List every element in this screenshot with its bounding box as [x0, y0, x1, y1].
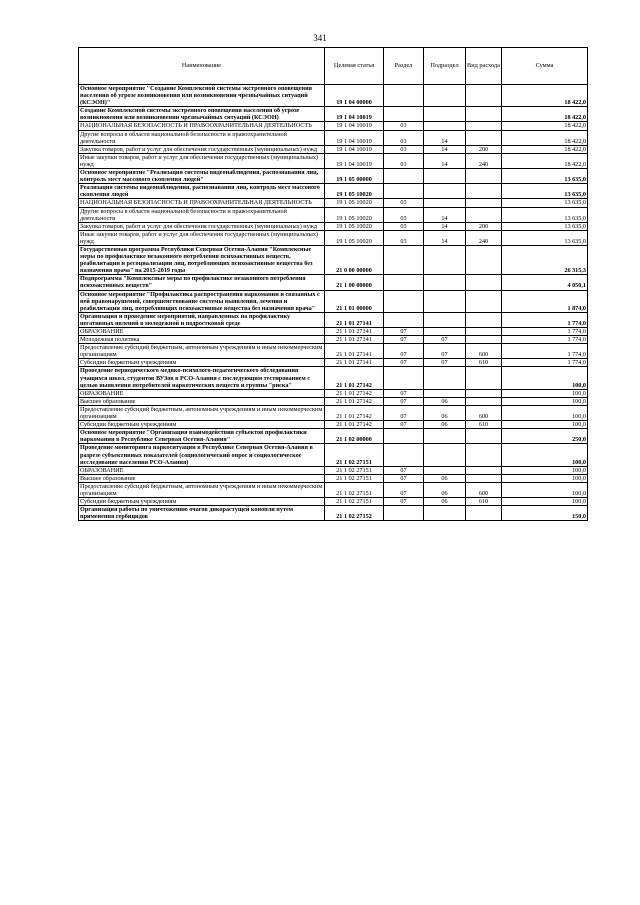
row-section: 07	[384, 474, 424, 482]
table-row	[79, 230, 588, 245]
table-row	[79, 344, 588, 359]
row-target-code: 19 1 05 10020	[325, 230, 384, 245]
table-row	[79, 85, 588, 107]
row-name: Субсидии бюджетным учреждениям	[79, 498, 325, 506]
row-subsection: 14	[424, 222, 466, 230]
row-target-code: 21 1 02 27151	[325, 498, 384, 506]
row-sum: 18 422,0	[502, 153, 588, 168]
row-expense-kind	[466, 328, 502, 336]
row-subsection: 07	[424, 359, 466, 367]
row-name: Предоставление субсидий бюджетным, автономным учреждениям и иным некоммерческим организациям	[79, 405, 325, 420]
row-section: 07	[384, 482, 424, 497]
row-sum: 100,0	[502, 421, 588, 429]
table-row	[79, 359, 588, 367]
header-kind: Вид расхода	[466, 48, 502, 85]
row-name: НАЦИОНАЛЬНАЯ БЕЗОПАСНОСТЬ И ПРАВООХРАНИТЕЛЬНАЯ ДЕЯТЕЛЬНОСТЬ	[79, 122, 325, 130]
row-sum: 150,0	[502, 506, 588, 521]
row-expense-kind	[466, 506, 502, 521]
row-name: Закупка товаров, работ и услуг для обеспечения государственных (муниципальных) нужд	[79, 222, 325, 230]
row-name: Закупка товаров, работ и услуг для обеспечения государственных (муниципальных) нужд	[79, 145, 325, 153]
budget-table	[78, 47, 588, 521]
row-section: 03	[384, 153, 424, 168]
row-target-code: 21 1 02 27151	[325, 474, 384, 482]
row-name: Подпрограмма "Комплексные меры по профилактике незаконного потребления психоактивных веществ"	[79, 275, 325, 290]
row-target-code: 21 1 01 27142	[325, 405, 384, 420]
row-name: Субсидии бюджетным учреждениям	[79, 359, 325, 367]
table-row	[79, 290, 588, 312]
row-target-code: 21 0 00 00000	[325, 245, 384, 274]
row-expense-kind	[466, 169, 502, 184]
row-expense-kind	[466, 466, 502, 474]
row-sum: 13 635,0	[502, 222, 588, 230]
row-subsection	[424, 290, 466, 312]
row-section: 07	[384, 405, 424, 420]
table-row	[79, 482, 588, 497]
row-target-code: 19 1 05 00000	[325, 169, 384, 184]
row-sum: 1 774,0	[502, 312, 588, 327]
row-subsection	[424, 275, 466, 290]
row-sum: 1 774,0	[502, 336, 588, 344]
row-subsection: 07	[424, 336, 466, 344]
table-header-row	[79, 48, 588, 85]
row-name: ОБРАЗОВАНИЕ	[79, 389, 325, 397]
row-name: ОБРАЗОВАНИЕ	[79, 466, 325, 474]
row-target-code: 21 1 02 27151	[325, 482, 384, 497]
row-subsection	[424, 184, 466, 199]
row-subsection: 06	[424, 405, 466, 420]
table-row	[79, 207, 588, 222]
row-name: Организация и проведение мероприятий, направленных на профилактику негативных явлений в молодежной и подростковой среде	[79, 312, 325, 327]
row-target-code: 21 1 01 27141	[325, 344, 384, 359]
row-section: 07	[384, 344, 424, 359]
row-subsection	[424, 328, 466, 336]
table-row	[79, 444, 588, 466]
table-row	[79, 222, 588, 230]
row-name: Молодежная политика	[79, 336, 325, 344]
header-section: Раздел	[384, 48, 424, 85]
row-sum: 100,0	[502, 389, 588, 397]
row-sum: 100,0	[502, 498, 588, 506]
row-expense-kind: 610	[466, 421, 502, 429]
table-row	[79, 405, 588, 420]
row-subsection	[424, 199, 466, 207]
row-sum: 13 635,0	[502, 230, 588, 245]
row-target-code: 21 1 02 27152	[325, 506, 384, 521]
row-expense-kind	[466, 474, 502, 482]
row-subsection: 14	[424, 207, 466, 222]
row-name: НАЦИОНАЛЬНАЯ БЕЗОПАСНОСТЬ И ПРАВООХРАНИТЕЛЬНАЯ ДЕЯТЕЛЬНОСТЬ	[79, 199, 325, 207]
row-name: Другие вопросы в области национальной безопасности и правоохранительной деятельности	[79, 130, 325, 145]
row-sum: 13 635,0	[502, 184, 588, 199]
row-expense-kind: 600	[466, 482, 502, 497]
row-subsection	[424, 367, 466, 389]
row-section: 07	[384, 498, 424, 506]
row-subsection	[424, 85, 466, 107]
row-name: Субсидии бюджетным учреждениям	[79, 421, 325, 429]
row-section: 03	[384, 130, 424, 145]
row-section: 07	[384, 421, 424, 429]
row-target-code: 21 1 01 27142	[325, 421, 384, 429]
row-sum: 100,0	[502, 482, 588, 497]
row-name: Создание Комплексной системы экстренного оповещения населения об угрозе возникновения или возникновении чрезвычайных ситуаций (КСЭОН)	[79, 107, 325, 122]
row-subsection	[424, 169, 466, 184]
row-target-code: 21 1 02 00000	[325, 429, 384, 444]
table-row	[79, 145, 588, 153]
row-sum: 1 774,0	[502, 359, 588, 367]
row-subsection	[424, 429, 466, 444]
row-sum: 4 050,1	[502, 275, 588, 290]
row-expense-kind	[466, 130, 502, 145]
row-name: ОБРАЗОВАНИЕ	[79, 328, 325, 336]
row-target-code: 19 1 05 10020	[325, 222, 384, 230]
row-target-code: 21 1 01 27142	[325, 389, 384, 397]
table-row	[79, 506, 588, 521]
row-target-code: 19 1 04 10019	[325, 107, 384, 122]
header-subsection: Подраздел	[424, 48, 466, 85]
row-name: Высшее образование	[79, 474, 325, 482]
row-sum: 1 774,0	[502, 344, 588, 359]
row-target-code: 21 1 01 27141	[325, 359, 384, 367]
table-row	[79, 122, 588, 130]
row-section	[384, 444, 424, 466]
row-target-code: 21 1 01 00000	[325, 290, 384, 312]
row-sum: 18 422,0	[502, 145, 588, 153]
row-section: 07	[384, 389, 424, 397]
row-target-code: 21 1 00 00000	[325, 275, 384, 290]
row-expense-kind	[466, 245, 502, 274]
row-name: Основное мероприятие "Создание Комплексной системы экстренного оповещения населения об угрозе возникновения или возникновении чрезвычайных ситуаций (КСЭОН)"	[79, 85, 325, 107]
table-row	[79, 184, 588, 199]
row-expense-kind	[466, 290, 502, 312]
row-section: 03	[384, 222, 424, 230]
row-expense-kind	[466, 429, 502, 444]
row-name: Государственная программа Республики Северная Осетия-Алания "Комплексные меры по профилактике незаконного потребления психоактивных веществ, реабилитации и ресоциализации лиц, потребляющих психоактивные вещества без назначения врача" на 2015-2019 годы	[79, 245, 325, 274]
row-subsection: 14	[424, 153, 466, 168]
row-name: Основное мероприятие "Реализация системы видеонаблюдения, распознавания лиц, контроль мест массового скопления людей"	[79, 169, 325, 184]
row-expense-kind	[466, 367, 502, 389]
row-name: Другие вопросы в области национальной безопасности и правоохранительной деятельности	[79, 207, 325, 222]
table-row	[79, 474, 588, 482]
page-number: 341	[313, 33, 327, 43]
row-name: Иные закупки товаров, работ и услуг для обеспечения государственных (муниципальных) нужд	[79, 153, 325, 168]
row-subsection	[424, 122, 466, 130]
table-row	[79, 130, 588, 145]
row-section	[384, 506, 424, 521]
table-row	[79, 367, 588, 389]
row-name: Проведение мониторинга наркоситуации в Республике Северная Осетия-Алания в разрезе субъективных показателей (социологический опрос и социологическое исследование населения РСО-Алания)	[79, 444, 325, 466]
table-row	[79, 429, 588, 444]
table-row	[79, 421, 588, 429]
row-sum: 100,0	[502, 367, 588, 389]
row-target-code: 21 1 01 27142	[325, 367, 384, 389]
row-subsection	[424, 312, 466, 327]
row-subsection: 14	[424, 230, 466, 245]
row-sum: 250,0	[502, 429, 588, 444]
row-name: Основное мероприятие "Организация взаимодействия субъектов профилактики наркомании в Республике Северная Осетия-Алания"	[79, 429, 325, 444]
row-section: 07	[384, 466, 424, 474]
table-row	[79, 328, 588, 336]
row-section	[384, 85, 424, 107]
row-target-code: 19 1 04 10019	[325, 130, 384, 145]
row-subsection: 14	[424, 145, 466, 153]
row-expense-kind	[466, 312, 502, 327]
row-subsection	[424, 245, 466, 274]
header-name: Наименование	[79, 48, 325, 85]
row-section	[384, 429, 424, 444]
row-expense-kind: 610	[466, 498, 502, 506]
table-row	[79, 107, 588, 122]
row-target-code: 21 1 01 27142	[325, 397, 384, 405]
row-sum: 1 774,0	[502, 328, 588, 336]
table-row	[79, 389, 588, 397]
row-sum: 18 422,0	[502, 130, 588, 145]
row-expense-kind: 610	[466, 359, 502, 367]
row-sum: 13 635,0	[502, 207, 588, 222]
row-target-code: 19 1 05 10020	[325, 199, 384, 207]
row-target-code: 19 1 04 00000	[325, 85, 384, 107]
row-target-code: 21 1 01 27141	[325, 328, 384, 336]
row-expense-kind: 600	[466, 344, 502, 359]
row-expense-kind: 240	[466, 153, 502, 168]
row-name: Высшее образование	[79, 397, 325, 405]
row-sum: 18 422,0	[502, 85, 588, 107]
table-row	[79, 336, 588, 344]
row-subsection	[424, 506, 466, 521]
row-sum: 100,0	[502, 444, 588, 466]
row-target-code: 21 1 01 27141	[325, 336, 384, 344]
row-section	[384, 367, 424, 389]
row-expense-kind	[466, 444, 502, 466]
row-sum: 18 422,0	[502, 107, 588, 122]
row-subsection: 06	[424, 482, 466, 497]
table-row	[79, 199, 588, 207]
row-name: Проведение периодического медико-психолого-педагогического обследования учащихся школ, студентов ВУЗов в РСО-Алания с последующим тестированием с целью выявления потребителей наркотических веществ и группы "риска"	[79, 367, 325, 389]
row-subsection: 06	[424, 474, 466, 482]
table-row	[79, 312, 588, 327]
row-target-code: 19 1 04 10019	[325, 122, 384, 130]
row-target-code: 19 1 05 10020	[325, 184, 384, 199]
row-expense-kind	[466, 107, 502, 122]
row-subsection	[424, 389, 466, 397]
row-subsection: 06	[424, 397, 466, 405]
row-expense-kind: 200	[466, 222, 502, 230]
table-row	[79, 275, 588, 290]
row-target-code: 21 1 02 27151	[325, 466, 384, 474]
table-row	[79, 169, 588, 184]
row-expense-kind: 240	[466, 230, 502, 245]
row-name: Предоставление субсидий бюджетным, автономным учреждениям и иным некоммерческим организациям	[79, 482, 325, 497]
row-expense-kind	[466, 122, 502, 130]
row-section: 07	[384, 359, 424, 367]
row-name: Иные закупки товаров, работ и услуг для обеспечения государственных (муниципальных) нужд	[79, 230, 325, 245]
header-target: Целевая статья	[325, 48, 384, 85]
row-subsection	[424, 466, 466, 474]
row-section	[384, 275, 424, 290]
row-sum: 18 422,0	[502, 122, 588, 130]
row-sum: 100,0	[502, 405, 588, 420]
row-subsection: 06	[424, 498, 466, 506]
table-row	[79, 498, 588, 506]
row-section	[384, 290, 424, 312]
row-sum: 100,0	[502, 474, 588, 482]
row-expense-kind	[466, 397, 502, 405]
row-subsection	[424, 107, 466, 122]
row-section	[384, 312, 424, 327]
row-name: Предоставление субсидий бюджетным, автономным учреждениям и иным некоммерческим организациям	[79, 344, 325, 359]
row-sum: 26 315,3	[502, 245, 588, 274]
row-section: 07	[384, 397, 424, 405]
table-row	[79, 153, 588, 168]
row-name: Основное мероприятие "Профилактика распространения наркомании и связанных с ней правонарушений, совершенствование системы выявления, лечения и реабилитации лиц, потребляющих психоактивные вещества без назначения врача"	[79, 290, 325, 312]
table-row	[79, 466, 588, 474]
row-target-code: 19 1 05 10020	[325, 207, 384, 222]
row-expense-kind	[466, 389, 502, 397]
row-expense-kind	[466, 184, 502, 199]
row-expense-kind: 200	[466, 145, 502, 153]
row-section: 03	[384, 230, 424, 245]
row-target-code: 19 1 04 10019	[325, 145, 384, 153]
row-expense-kind	[466, 275, 502, 290]
row-sum: 100,0	[502, 397, 588, 405]
row-expense-kind	[466, 207, 502, 222]
row-section	[384, 245, 424, 274]
header-sum: Сумма	[502, 48, 588, 85]
row-sum: 13 635,0	[502, 199, 588, 207]
row-subsection: 14	[424, 130, 466, 145]
row-section	[384, 107, 424, 122]
row-target-code: 21 1 02 27151	[325, 444, 384, 466]
row-section: 03	[384, 122, 424, 130]
row-target-code: 21 1 01 27141	[325, 312, 384, 327]
row-expense-kind: 600	[466, 405, 502, 420]
table-row	[79, 397, 588, 405]
row-expense-kind	[466, 199, 502, 207]
row-expense-kind	[466, 85, 502, 107]
table-row	[79, 245, 588, 274]
row-section: 03	[384, 207, 424, 222]
row-expense-kind	[466, 336, 502, 344]
row-subsection: 06	[424, 421, 466, 429]
row-section: 07	[384, 336, 424, 344]
row-sum: 13 635,0	[502, 169, 588, 184]
row-target-code: 19 1 04 10019	[325, 153, 384, 168]
row-section: 03	[384, 199, 424, 207]
row-subsection	[424, 444, 466, 466]
row-sum: 1 874,0	[502, 290, 588, 312]
row-section	[384, 169, 424, 184]
row-section: 07	[384, 328, 424, 336]
row-subsection: 07	[424, 344, 466, 359]
row-section	[384, 184, 424, 199]
table-body	[79, 85, 588, 521]
row-section: 03	[384, 145, 424, 153]
row-name: Организация работы по уничтожению очагов дикорастущей конопли путем применения гербицидов	[79, 506, 325, 521]
row-name: Реализация системы видеонаблюдения, распознавания лиц, контроль мест массового скопления людей	[79, 184, 325, 199]
row-sum: 100,0	[502, 466, 588, 474]
